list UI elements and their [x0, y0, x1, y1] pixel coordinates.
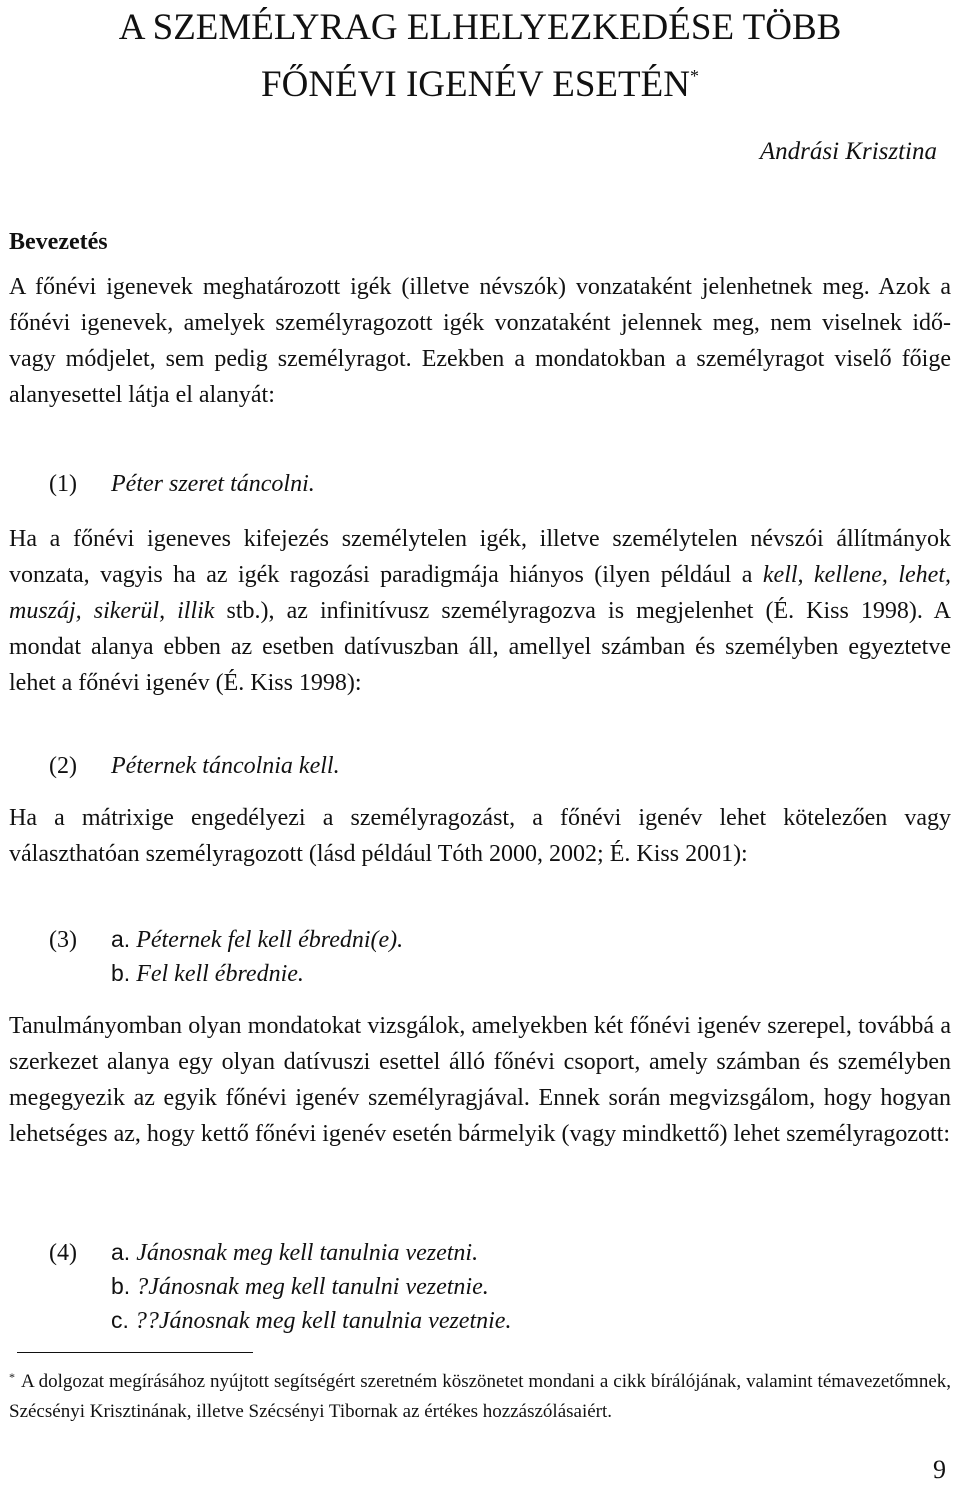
paragraph-1: A főnévi igenevek meghatározott igék (illetve névszók) vonzataként jelenhetnek meg. Azok a főnévi igenevek, amelyek személyragozott igék vonzataként jelennek meg, nem viselnek idő- vagy módjelet, sem pedig személyragot. Ezekben a mondatokban a személyragot viselő főige alanyesettel látja el alanyát:: [9, 274, 951, 408]
item-text: Jánosnak meg kell tanulnia vezetni.: [136, 1240, 479, 1266]
example-4-number: [49, 1237, 77, 1269]
example-item: [111, 923, 403, 957]
footnote-text: A dolgozat megírásához nyújtott segítségért szeretném köszönetet mondani a cikk bírálójának, valamint témavezetőmnek, Szécsényi Krisztinának, illetve Szécsényi Tibornak az értékes hozzászólásaiért.: [9, 1371, 951, 1422]
example-number: (1): [49, 471, 77, 497]
paragraph-2: [9, 521, 951, 701]
title-line-2: FŐNÉVI IGENÉV ESETÉN: [261, 64, 690, 105]
example-4-items: [111, 1236, 511, 1338]
page-number: 9: [933, 1455, 946, 1484]
example-2: [49, 750, 340, 782]
title-line-1: A SZEMÉLYRAG ELHELYEZKEDÉSE TÖBB: [118, 7, 842, 48]
item-text: Fel kell ébrednie.: [136, 961, 304, 987]
example-text: Péternek táncolnia kell.: [111, 753, 340, 779]
item-label: b.: [111, 960, 131, 986]
example-number: (3): [49, 927, 77, 953]
item-text: ??Jánosnak meg kell tanulnia vezetnie.: [134, 1308, 512, 1334]
paragraph-2-italic-verbs: kell, kellene, lehet, muszáj, sikerül, illik: [9, 562, 951, 624]
example-1: [49, 468, 315, 500]
paragraph-2-before: Ha a főnévi igeneves kifejezés személytelen igék, illetve személytelen névszói állítmányok vonzata, vagyis ha az igék ragozási paradigmája hiányos (ilyen például a: [9, 526, 951, 588]
example-item: [111, 1236, 511, 1270]
paper-title: [9, 4, 951, 109]
paragraph-2-after: stb.), az infinitívusz személyragozva is megjelenhet (É. Kiss 1998). A mondat alanya ebben az esetben datívuszban áll, amellyel számban és személyben egyeztetve lehet a főnévi igenév (É. Kiss 1998):: [9, 598, 951, 696]
section-heading: Bevezetés: [9, 229, 108, 255]
example-item: [111, 957, 403, 991]
paragraph-3: Ha a mátrixige engedélyezi a személyragozást, a főnévi igenév lehet kötelezően vagy választhatóan személyragozott (lásd például Tóth 2000, 2002; É. Kiss 2001):: [9, 805, 951, 867]
example-item: [111, 1304, 511, 1338]
item-text: ?Jánosnak meg kell tanulni vezetnie.: [136, 1274, 489, 1300]
item-label: b.: [111, 1273, 131, 1299]
item-label: c.: [111, 1307, 129, 1333]
example-3-number: [49, 924, 77, 956]
example-number: (2): [49, 753, 77, 779]
item-text: Péternek fel kell ébredni(e).: [136, 927, 404, 953]
example-number: (4): [49, 1240, 77, 1266]
example-text: Péter szeret táncolni.: [111, 471, 315, 497]
example-item: [111, 1270, 511, 1304]
example-3-items: [111, 923, 403, 991]
paragraph-4: Tanulmányomban olyan mondatokat vizsgálok, amelyekben két főnévi igenév szerepel, továbbá a szerkezet alanya egy olyan datívuszi esettel álló főnévi csoport, amely számban és személyben megegyezik az egyik főnévi igenév személyragjával. Ennek során megvizsgálom, hogy hogyan lehetséges az, hogy kettő főnévi igenév esetén bármelyik (vagy mindkettő) lehet személyragozott:: [9, 1013, 951, 1147]
footnote-divider: [17, 1352, 253, 1353]
footnote-mark: *: [9, 1370, 15, 1384]
item-label: a.: [111, 1239, 131, 1265]
item-label: a.: [111, 926, 131, 952]
author-name: Andrási Krisztina: [759, 138, 937, 165]
footnote: [9, 1362, 951, 1427]
title-footnote-mark: *: [689, 66, 699, 86]
